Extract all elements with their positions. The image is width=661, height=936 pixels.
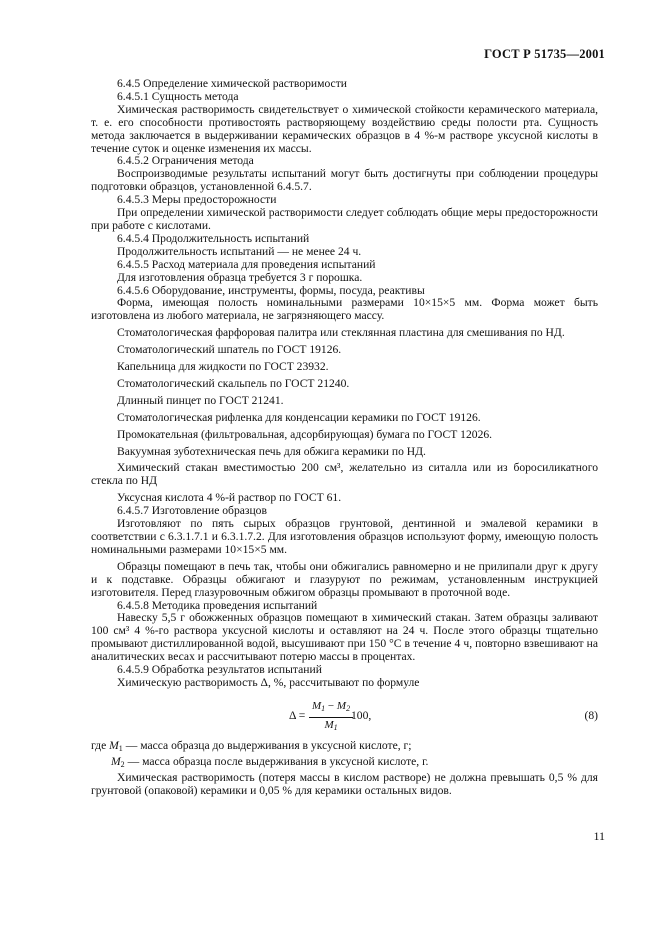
formula-denominator: $M_1$ bbox=[324, 718, 338, 732]
section-heading: 6.4.5.6 Оборудование, инструменты, формы, посуда, реактивы bbox=[117, 283, 425, 297]
paragraph: Капельница для жидкости по ГОСТ 23932. bbox=[117, 360, 329, 374]
paragraph: Стоматологическая фарфоровая палитра или стеклянная пластина для смешивания по НД. bbox=[117, 326, 565, 340]
section-heading: 6.4.5.2 Ограничения метода bbox=[117, 154, 254, 168]
formula-tail: 100, bbox=[351, 708, 372, 722]
paragraph: Образцы помещают в печь так, чтобы они обжигались равномерно и не прилипали друг к другу и к подставке. Образцы обжигают и глазуруют по режимам, установленным инструкцией изготовителя. Перед глазуровочным обжигом образцы промывают в проточной воде. bbox=[91, 559, 598, 599]
section-heading: 6.4.5.3 Меры предосторожности bbox=[117, 193, 277, 207]
paragraph: При определении химической растворимости следует соблюдать общие меры предосторожности при работе с кислотами. bbox=[91, 206, 598, 232]
paragraph: Длинный пинцет по ГОСТ 21241. bbox=[117, 393, 284, 407]
formula-number: (8) bbox=[584, 708, 598, 722]
paragraph: Форма, имеющая полость номинальными размерами 10×15×5 мм. Форма может быть изготовлена из любого материала, не загрязняющего массу. bbox=[91, 296, 598, 323]
paragraph: Воспроизводимые результаты испытаний могут быть достигнуты при соблюдении процедуры подготовки образцов, установленной 6.4.5.7. bbox=[91, 167, 598, 194]
paragraph: Стоматологическая рифленка для конденсации керамики по ГОСТ 19126. bbox=[117, 410, 481, 424]
document-body bbox=[91, 78, 598, 798]
page-number: 11 bbox=[593, 829, 605, 843]
section-heading: 6.4.5.1 Сущность метода bbox=[117, 89, 239, 103]
paragraph: Изготовляют по пять сырых образцов грунтовой, дентинной и эмалевой керамики в соответствии с 6.3.1.7.1 и 6.3.1.7.2. Для изготовления образцов используют форму, имеющую полость номинальными размерами 10×15×5 мм. bbox=[91, 517, 598, 556]
paragraph: Стоматологический шпатель по ГОСТ 19126. bbox=[117, 343, 342, 357]
closing-paragraph: Химическая растворимость (потеря массы в кислом растворе) не должна превышать 0,5 % для грунтовой (опаковой) керамики и 0,05 % для керамики остальных видов. bbox=[91, 770, 598, 797]
section-heading: 6.4.5.4 Продолжительность испытаний bbox=[117, 231, 310, 245]
paragraph: Стоматологический скальпель по ГОСТ 21240. bbox=[117, 376, 350, 390]
formula-numerator: $M_1 - M_2$ bbox=[309, 700, 353, 718]
section-heading: 6.4.5.7 Изготовление образцов bbox=[117, 504, 267, 518]
paragraph: Уксусная кислота 4 %-й раствор по ГОСТ 61. bbox=[117, 491, 342, 505]
formula-block bbox=[91, 700, 598, 734]
section-heading: 6.4.5.5 Расход материала для проведения испытаний bbox=[117, 257, 376, 271]
paragraph: Промокательная (фильтровальная, адсорбирующая) бумага по ГОСТ 12026. bbox=[117, 427, 493, 441]
section-heading: 6.4.5.9 Обработка результатов испытаний bbox=[117, 663, 322, 677]
formula-lhs: Δ = bbox=[289, 708, 306, 722]
formula-fraction bbox=[309, 700, 353, 735]
paragraph: Химический стакан вместимостью 200 см³, желательно из ситалла или из боросиликатного стекла по НД bbox=[91, 461, 598, 488]
paragraph: Для изготовления образца требуется 3 г порошка. bbox=[117, 270, 363, 284]
section-heading: 6.4.5 Определение химической растворимости bbox=[117, 77, 347, 90]
legend-m2: $M_2$ — масса образца после выдерживания в уксусной кислоте, г. bbox=[111, 754, 429, 769]
paragraph: Продолжительность испытаний — не менее 24 ч. bbox=[117, 244, 362, 258]
legend-m1: где $M_1$ — масса образца до выдерживания в уксусной кислоте, г; bbox=[91, 738, 412, 753]
paragraph: Химическая растворимость свидетельствует о химической стойкости керамического материала, т. е. его способности противостоять растворяющему воздействию среды полости рта. Сущность метода заключается в выдерживании керамических образцов в 4 %-м растворе уксусной кислоты в течение суток и оценке изменения их массы. bbox=[91, 102, 598, 155]
standard-header: ГОСТ Р 51735—2001 bbox=[484, 47, 605, 61]
section-heading: 6.4.5.8 Методика проведения испытаний bbox=[117, 598, 318, 612]
sections-list bbox=[91, 78, 598, 690]
paragraph: Химическую растворимость Δ, %, рассчитывают по формуле bbox=[117, 675, 420, 689]
paragraph: Вакуумная зуботехническая печь для обжига керамики по НД. bbox=[117, 444, 426, 458]
paragraph: Навеску 5,5 г обожженных образцов помещают в химический стакан. Затем образцы заливают 100 см³ 4 %-го раствора уксусной кислоты и оставляют на 24 ч. После этого образцы тщательно промывают дистиллированной водой, высушивают при 150 °С в течение 4 ч, повторно взвешивают на аналитических весах и рассчитывают потерю массы в процентах. bbox=[91, 611, 598, 664]
